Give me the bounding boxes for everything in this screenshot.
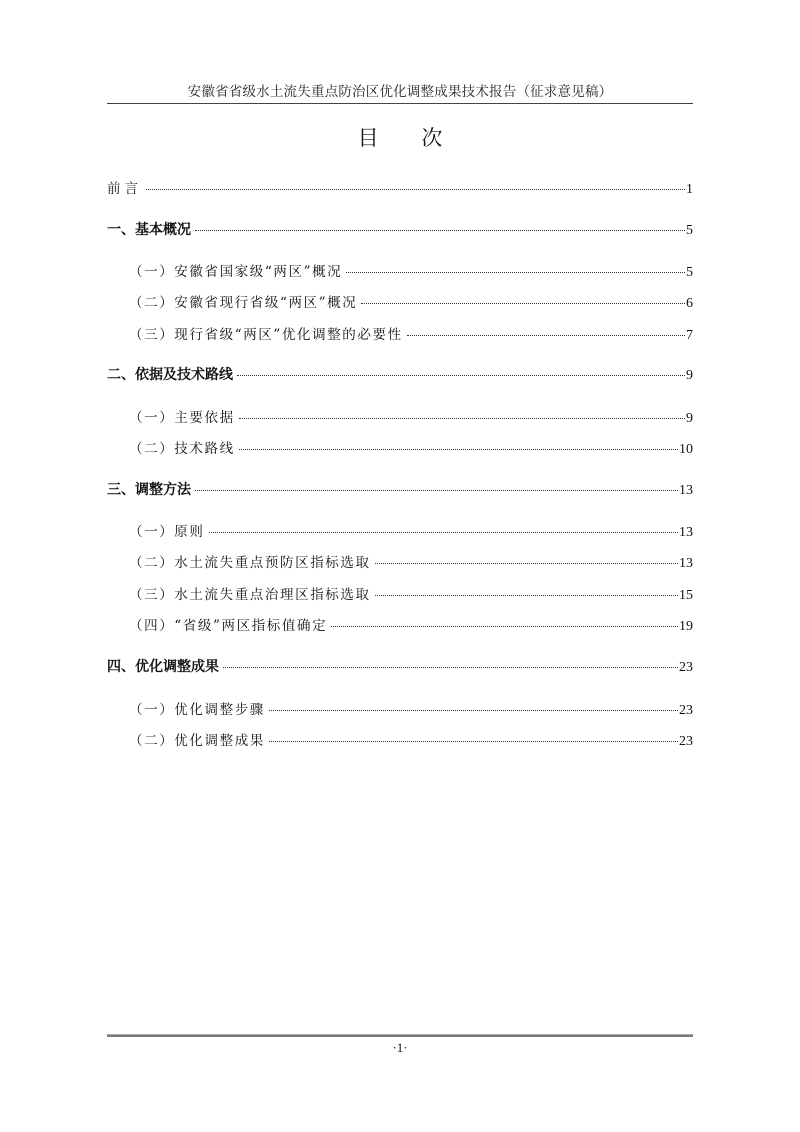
dot-leader — [239, 404, 685, 422]
toc-entry-section-2-2[interactable] — [107, 435, 693, 457]
toc-entry-label: （一）优化调整步骤 — [129, 702, 265, 718]
toc-entry-page: 23 — [679, 734, 693, 749]
toc-entry-label: （二）技术路线 — [129, 441, 235, 457]
header-rule — [107, 103, 693, 104]
toc-entry-label: 前言 — [107, 181, 142, 197]
toc-entry-label: 三、调整方法 — [107, 482, 191, 498]
toc-entry-label: （二）水土流失重点预防区指标选取 — [129, 555, 371, 571]
dot-leader — [361, 289, 685, 307]
toc-entry-section-1-3[interactable] — [107, 321, 693, 343]
toc-entry-page: 23 — [679, 703, 693, 718]
toc-entry-label: （四）“省级”两区指标值确定 — [129, 618, 328, 634]
toc-entry-page: 9 — [686, 368, 693, 383]
toc-entry-chapter-4[interactable] — [107, 653, 693, 675]
toc-entry-page: 13 — [679, 525, 693, 540]
page-number: ·1· — [392, 1040, 408, 1055]
toc-entry-page: 13 — [679, 556, 693, 571]
toc-entry-section-2-1[interactable] — [107, 404, 693, 426]
toc-entry-section-3-2[interactable] — [107, 549, 693, 571]
dot-leader — [195, 476, 678, 494]
toc-entry-label: （三）水土流失重点治理区指标选取 — [129, 587, 371, 603]
toc-entry-label: （三）现行省级“两区”优化调整的必要性 — [129, 327, 403, 343]
dot-leader — [237, 361, 685, 379]
toc-entry-chapter-3[interactable] — [107, 476, 693, 498]
dot-leader — [195, 216, 685, 234]
dot-leader — [269, 727, 678, 745]
toc-entry-label: （二）优化调整成果 — [129, 733, 265, 749]
toc-entry-page: 10 — [679, 442, 693, 457]
toc-entry-label: （二）安徽省现行省级“两区”概况 — [129, 295, 358, 311]
toc-entry-page: 19 — [679, 619, 693, 634]
dot-leader — [146, 175, 685, 193]
toc-entry-chapter-1[interactable] — [107, 216, 693, 238]
toc-entry-section-1-2[interactable] — [107, 289, 693, 311]
toc-entry-section-3-1[interactable] — [107, 518, 693, 540]
toc-entry-page: 5 — [686, 265, 693, 280]
dot-leader — [375, 581, 678, 599]
footer-rule — [107, 1034, 693, 1037]
toc-entry-label: （一）安徽省国家级“两区”概况 — [129, 264, 343, 280]
dot-leader — [331, 612, 678, 630]
dot-leader — [375, 549, 678, 567]
toc-entry-page: 23 — [679, 660, 693, 675]
dot-leader — [223, 653, 678, 671]
running-header: 安徽省省级水土流失重点防治区优化调整成果技术报告（征求意见稿） — [187, 84, 613, 100]
toc-entry-section-1-1[interactable] — [107, 258, 693, 280]
toc-entry-label: 二、依据及技术路线 — [107, 367, 233, 383]
toc-entry-label: 一、基本概况 — [107, 222, 191, 238]
toc-entry-section-3-3[interactable] — [107, 581, 693, 603]
toc-entry-section-4-1[interactable] — [107, 696, 693, 718]
toc-entry-page: 13 — [679, 483, 693, 498]
toc-title: 目 次 — [357, 126, 461, 150]
toc-entry-page: 5 — [686, 223, 693, 238]
toc-entry-section-3-4[interactable] — [107, 612, 693, 634]
dot-leader — [239, 435, 678, 453]
toc-entry-page: 1 — [686, 182, 693, 197]
toc-entry-label: （一）主要依据 — [129, 410, 235, 426]
toc-entry-page: 9 — [686, 411, 693, 426]
toc-entry-label: 四、优化调整成果 — [107, 659, 219, 675]
toc-entry-chapter-2[interactable] — [107, 361, 693, 383]
toc-entry-page: 6 — [686, 296, 693, 311]
dot-leader — [407, 321, 685, 339]
toc-entry-page: 15 — [679, 588, 693, 603]
dot-leader — [269, 696, 678, 714]
toc-entry-label: （一）原则 — [129, 524, 205, 540]
dot-leader — [209, 518, 679, 536]
toc-entry-section-4-2[interactable] — [107, 727, 693, 749]
toc-entry-preface[interactable] — [107, 175, 693, 197]
toc-entry-page: 7 — [686, 328, 693, 343]
dot-leader — [346, 258, 685, 276]
